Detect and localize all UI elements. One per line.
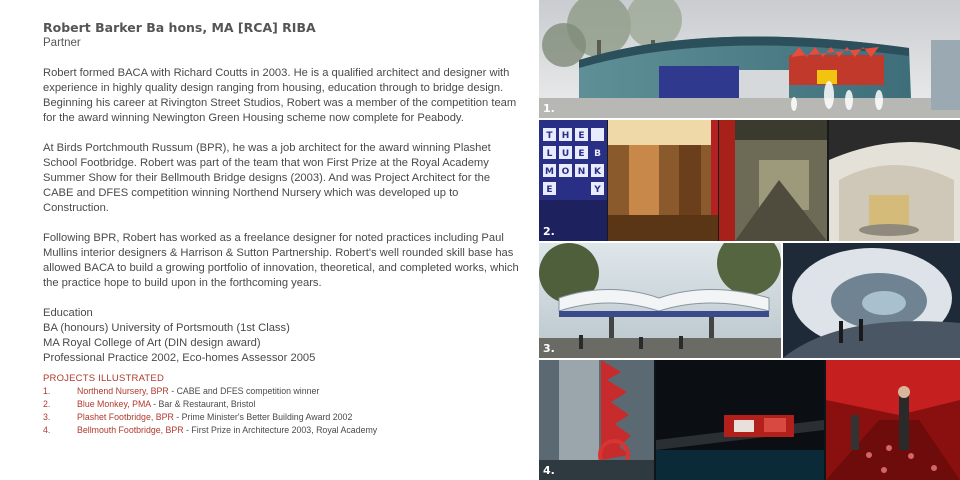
blue-monkey-collage-graphic — [539, 120, 960, 241]
image-label-4: 4. — [543, 464, 555, 477]
project-name: Plashet Footbridge, BPR — [77, 412, 174, 422]
sign-letter: T — [546, 131, 553, 141]
bellmouth-footbridge-image — [539, 360, 960, 480]
bio-paragraph-3: Following BPR, Robert has worked as a freelance designer for noted practices including Paul Mullins interior designers & Harrison & Sutton Partnership. Robert's well rounded skill base has allowed BACA to build a growing portfolio of innovation, theoretical, and completed works, which the practice hope to build upon in the forthcoming years. — [43, 232, 519, 289]
project-row-1 — [43, 385, 523, 398]
northend-nursery-image — [539, 0, 960, 118]
project-name: Blue Monkey, PMA — [77, 399, 151, 409]
project-number: 4. — [43, 425, 51, 435]
blue-monkey-image — [539, 120, 960, 241]
image-label-3: 3. — [543, 342, 555, 355]
project-description: - First Prize in Architecture 2003, Royal Academy — [183, 425, 378, 435]
project-description: - Prime Minister's Better Building Award 2002 — [173, 412, 353, 422]
sign-letter: H — [561, 131, 570, 141]
education-item: BA (honours) University of Portsmouth (1st Class) — [43, 322, 290, 334]
sign-letter: E — [546, 185, 553, 195]
education-item: MA Royal College of Art (DIN design award) — [43, 337, 261, 349]
project-description: - Bar & Restaurant, Bristol — [150, 399, 256, 409]
education-item: Professional Practice 2002, Eco-homes Assessor 2005 — [43, 352, 316, 364]
image-label-2: 2. — [543, 225, 555, 238]
bio-paragraph-1: Robert formed BACA with Richard Coutts in 2003. He is a qualified architect and designer with experience in highly quality design ranging from housing, education through to bridge design. Beginning his career at Rivington Street Studios, Robert was a member of the competition team for the award winning Newington Green Housing scheme now complete for Peabody. — [43, 67, 517, 124]
project-row-3 — [43, 411, 523, 424]
bellmouth-renderings-graphic — [539, 360, 960, 480]
project-row-2 — [43, 398, 523, 411]
education-heading: Education — [43, 307, 93, 319]
footbridge-photos-graphic — [539, 243, 960, 358]
project-number: 3. — [43, 412, 51, 422]
sign-letter: L — [546, 149, 553, 159]
sign-letter: M — [545, 167, 554, 177]
sign-letter: N — [577, 167, 586, 177]
sign-letter: B — [594, 149, 601, 159]
bio-paragraph-2: At Birds Portchmouth Russum (BPR), he was a job architect for the award winning Plashet School Footbridge. Robert was part of the team that won First Prize at the Royal Academy Summer Show for their Bellmouth Bridge designs (2003). And was Project Architect for the CABE and DFES competition winning Northend Nursery which was developed up to Construction. — [43, 142, 491, 214]
sign-letter: E — [578, 131, 585, 141]
projects-section — [43, 372, 523, 437]
biography-column — [43, 20, 523, 437]
plashet-footbridge-image — [539, 243, 960, 358]
sign-letter: K — [594, 167, 601, 177]
nursery-rendering-graphic — [539, 0, 960, 118]
sign-letter: U — [561, 149, 570, 159]
project-description: - CABE and DFES competition winner — [168, 386, 320, 396]
person-role: Partner — [43, 37, 81, 49]
education-section — [43, 306, 523, 366]
project-name: Northend Nursery, BPR — [77, 386, 169, 396]
project-number: 2. — [43, 399, 51, 409]
person-name: Robert Barker Ba hons, MA [RCA] RIBA — [43, 20, 316, 35]
project-row-4 — [43, 424, 523, 437]
sign-letter: Y — [594, 185, 601, 195]
projects-heading: PROJECTS ILLUSTRATED — [43, 373, 165, 384]
project-name: Bellmouth Footbridge, BPR — [77, 425, 184, 435]
sign-letter: E — [578, 149, 585, 159]
image-label-1: 1. — [543, 102, 555, 115]
project-number: 1. — [43, 386, 51, 396]
sign-letter: O — [561, 167, 570, 177]
